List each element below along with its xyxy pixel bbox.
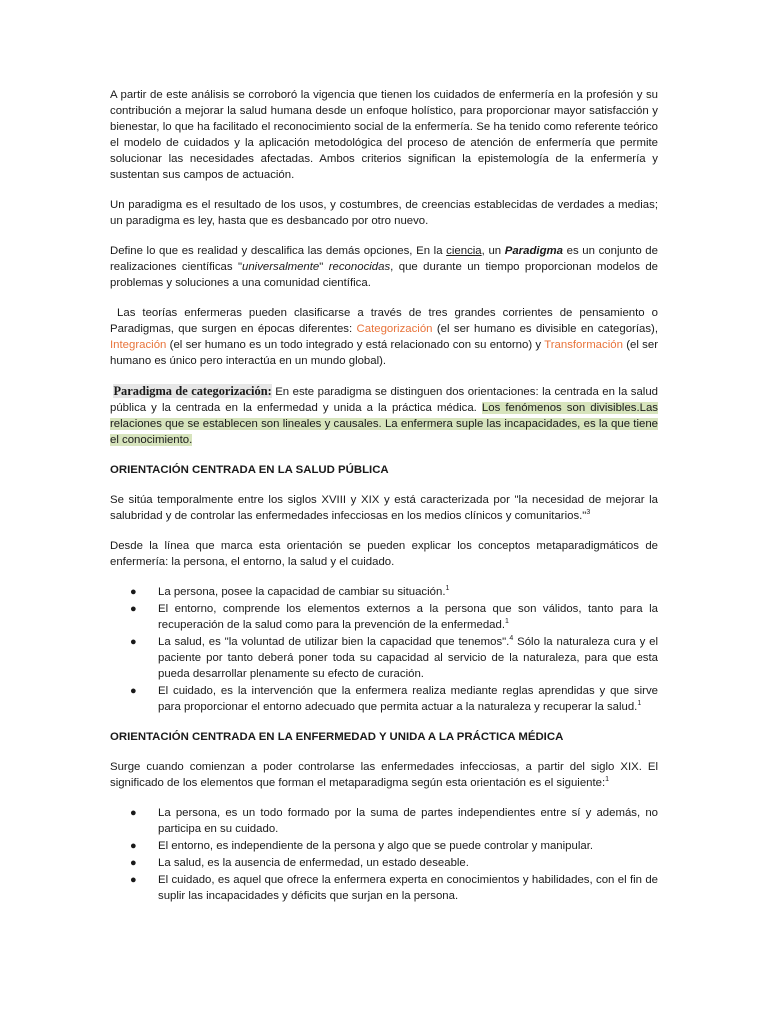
- term-transformacion: Transformación: [544, 339, 623, 351]
- text-run: El entorno, comprende los elementos externos a la persona que son válidos, tanto para la recuperación de la salud como para la prevención de la enfermedad.: [158, 603, 658, 631]
- text-run: El cuidado, es la intervención que la enfermera realiza mediante reglas aprendidas y que sirve para proporcionar el entorno adecuado que permita actuar a la naturaleza y recuperar la salud.: [158, 685, 658, 713]
- bullet-icon: ●: [130, 874, 137, 886]
- text-run: , un: [481, 245, 505, 257]
- text-run: (el ser humano es un todo integrado y está relacionado con su entorno) y: [166, 339, 545, 351]
- term-paradigma: Paradigma: [504, 245, 563, 257]
- paragraph-paradigm-science: [110, 243, 658, 291]
- link-ciencia[interactable]: ciencia: [446, 245, 482, 257]
- text-run: Las teorías enfermeras pueden clasificarse a través de tres grandes corrientes de pensamiento o Paradigmas, que surgen en épocas diferentes:: [110, 307, 658, 335]
- list-item: [110, 805, 658, 837]
- paragraph-intro: A partir de este análisis se corroboró la vigencia que tienen los cuidados de enfermería en la profesión y su contribución a mejorar la salud humana desde un enfoque holístico, para proporcionar mayor satisfacción y bienestar, lo que ha facilitado el reconocimiento social de la enfermería. Se ha tenido como referente teórico el modelo de cuidados y la aplicación metodológica del proceso de atención de enfermería que permite solucionar las necesidades afectadas. Ambos criterios significan la epistemología de la enfermería y sustentan sus campos de actuación.: [110, 89, 658, 181]
- text-run: (el ser humano es único pero interactúa en un mundo global).: [110, 339, 658, 367]
- paragraph-paradigm-definition: Un paradigma es el resultado de los usos, y costumbres, de creencias establecidas de verdades a medias; un paradigma es ley, hasta que es desbancado por otro nuevo.: [110, 199, 658, 227]
- footnote-ref: 4: [509, 635, 514, 643]
- bullet-list-enfermedad: [110, 805, 658, 904]
- text-run: Se sitúa temporalmente entre los siglos XVIII y XIX y está caracterizada por "la necesidad de mejorar la salubridad y de controlar las enfermedades infecciosas en los medios clínicos y comunitarios.": [110, 494, 658, 522]
- heading-salud-publica: ORIENTACIÓN CENTRADA EN LA SALUD PÚBLICA: [110, 464, 389, 476]
- text-run: La salud, es la ausencia de enfermedad, un estado deseable.: [158, 857, 469, 869]
- list-item: [110, 584, 658, 600]
- bullet-icon: ●: [130, 685, 137, 697]
- bullet-icon: ●: [130, 603, 137, 615]
- text-run: La salud, es "la voluntad de utilizar bien la capacidad que tenemos".: [158, 636, 510, 648]
- bullet-icon: ●: [130, 857, 137, 869]
- paragraph-theories: [110, 305, 658, 369]
- bullet-list-salud-publica: [110, 584, 658, 715]
- text-run: es un conjunto de realizaciones científicas ": [110, 245, 658, 273]
- list-item: [110, 872, 658, 904]
- italic-reconocidas: reconocidas: [328, 261, 391, 273]
- label-paradigma-categorizacion: Paradigma de categorización:: [113, 384, 272, 398]
- highlighted-text: Los fenómenos son divisibles.Las relaciones que se establecen son lineales y causales. La enfermera suple las incapacidades, es la que tiene el conocimiento.: [110, 402, 658, 446]
- bullet-icon: ●: [130, 840, 137, 852]
- document-page: [110, 80, 658, 918]
- footnote-ref: 1: [445, 585, 450, 593]
- list-item: [110, 683, 658, 715]
- bullet-icon: ●: [130, 586, 137, 598]
- text-run: En este paradigma se distinguen dos orientaciones: la centrada en la salud pública y la centrada en la enfermedad y unida a la práctica médica.: [110, 386, 658, 414]
- text-run: ": [319, 261, 329, 273]
- text-run: La persona, es un todo formado por la suma de partes independientes entre sí y además, no participa en su cuidado.: [158, 807, 658, 835]
- paragraph-metaparadigm: Desde la línea que marca esta orientación se pueden explicar los conceptos metaparadigmáticos de enfermería: la persona, el entorno, la salud y el cuidado.: [110, 540, 658, 568]
- term-categorizacion: Categorización: [356, 323, 433, 335]
- text-run: Define lo que es realidad y descalifica las demás opciones, En la: [110, 245, 447, 257]
- italic-universalmente: universalmente: [242, 261, 320, 273]
- footnote-ref: 1: [637, 700, 642, 708]
- list-item: [110, 855, 658, 871]
- paragraph-enfermedad: [110, 759, 658, 791]
- footnote-ref: 3: [586, 509, 591, 517]
- text-run: El cuidado, es aquel que ofrece la enfermera experta en conocimientos y habilidades, con el fin de suplir las incapacidades y déficits que surjan en la persona.: [158, 874, 658, 902]
- text-run: , que durante un tiempo proporcionan modelos de problemas y soluciones a una comunidad científica.: [110, 261, 658, 289]
- list-item: [110, 601, 658, 633]
- footnote-ref: 1: [605, 776, 610, 784]
- bullet-icon: ●: [130, 807, 137, 819]
- text-run: Surge cuando comienzan a poder controlarse las enfermedades infecciosas, a partir del siglo XIX. El significado de los elementos que forman el metaparadigma según esta orientación es el siguiente:: [110, 761, 658, 789]
- paragraph-salud-publica: [110, 492, 658, 524]
- list-item: [110, 838, 658, 854]
- text-run: Sólo la naturaleza cura y el paciente por tanto deberá poner toda su capacidad al servicio de la naturaleza, para que esta pueda desarrollar plenamente su efecto de curación.: [158, 636, 658, 680]
- paragraph-categorization: [110, 383, 658, 448]
- footnote-ref: 1: [505, 618, 509, 626]
- bullet-icon: ●: [130, 636, 137, 648]
- text-run: El entorno, es independiente de la persona y algo que se puede controlar y manipular.: [158, 840, 594, 852]
- text-run: (el ser humano es divisible en categorías),: [432, 323, 658, 335]
- heading-enfermedad: ORIENTACIÓN CENTRADA EN LA ENFERMEDAD Y UNIDA A LA PRÁCTICA MÉDICA: [110, 731, 564, 743]
- text-run: La persona, posee la capacidad de cambiar su situación.: [158, 586, 446, 598]
- term-integracion: Integración: [110, 339, 167, 351]
- list-item: [110, 634, 658, 682]
